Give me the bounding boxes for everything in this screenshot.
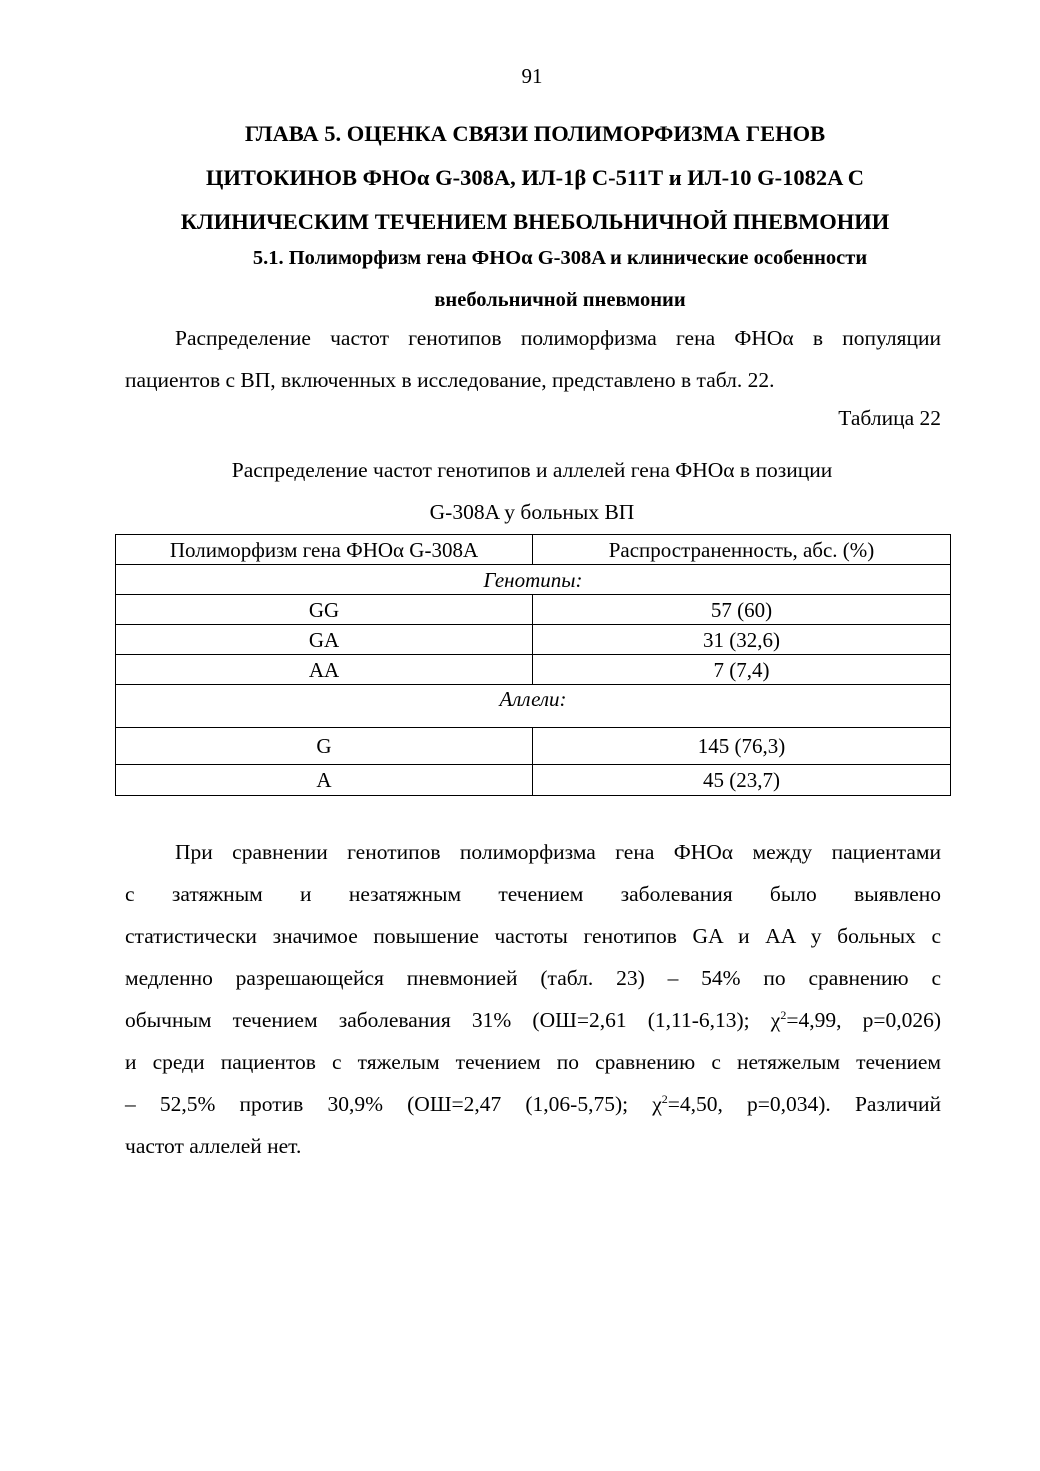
table-title: [0, 449, 1040, 533]
superscript: 2: [780, 1008, 787, 1022]
section-title-line: внебольничной пневмонии: [434, 289, 686, 311]
header-cell: Распространенность, абс. (%): [533, 535, 951, 565]
paragraph-line: Распределение частот генотипов полиморфизма гена ФНОα в популяции: [175, 326, 941, 350]
chapter-title-line: ГЛАВА 5. ОЦЕНКА СВЯЗИ ПОЛИМОРФИЗМА ГЕНОВ: [244, 121, 826, 146]
genotype-name: GG: [116, 595, 533, 625]
genotype-name: GA: [116, 625, 533, 655]
table-row: [116, 595, 951, 625]
paragraph-line: и среди пациентов с тяжелым течением по сравнению с нетяжелым течением: [125, 1050, 941, 1074]
alleles-label: Аллели:: [116, 685, 951, 728]
paragraph-line: частот аллелей нет.: [125, 1134, 302, 1158]
section-title: [150, 237, 970, 321]
table-section-row: [116, 685, 951, 728]
genotype-name: AA: [116, 655, 533, 685]
text-segment: =4,50, p=0,034). Различий: [667, 1092, 941, 1116]
paragraph-line: [125, 1083, 941, 1125]
table-title-line: G-308A у больных ВП: [429, 500, 635, 524]
genotype-value: 57 (60): [533, 595, 951, 625]
allele-value: 45 (23,7): [533, 765, 951, 796]
genotypes-label: Генотипы:: [116, 565, 951, 595]
intro-paragraph: [125, 317, 941, 401]
superscript: 2: [661, 1092, 668, 1106]
text-segment: =4,99, p=0,026): [786, 1008, 941, 1032]
genotype-value: 7 (7,4): [533, 655, 951, 685]
table-label: Таблица 22: [838, 406, 941, 430]
chapter-title-line: КЛИНИЧЕСКИМ ТЕЧЕНИЕМ ВНЕБОЛЬНИЧНОЙ ПНЕВМОНИИ: [180, 209, 890, 234]
allele-value: 145 (76,3): [533, 728, 951, 765]
genotype-table: [115, 534, 951, 796]
genotype-value: 31 (32,6): [533, 625, 951, 655]
chapter-title: [110, 112, 960, 244]
paragraph-line: с затяжным и незатяжным течением заболевания было выявлено: [125, 882, 941, 906]
text-segment: – 52,5% против 30,9% (ОШ=2,47 (1,06-5,75); χ: [125, 1092, 662, 1116]
paragraph-line: статистически значимое повышение частоты генотипов GA и AA у больных с: [125, 924, 941, 948]
allele-name: G: [116, 728, 533, 765]
paragraph-line: [125, 999, 941, 1041]
table-row: [116, 765, 951, 796]
table-header-row: [116, 535, 951, 565]
paragraph-line: При сравнении генотипов полиморфизма гена ФНОα между пациентами: [175, 840, 941, 864]
page-number: 91: [521, 64, 543, 88]
paragraph-line: медленно разрешающейся пневмонией (табл. 23) – 54% по сравнению с: [125, 966, 941, 990]
table-row: [116, 625, 951, 655]
header-cell: Полиморфизм гена ФНОα G-308A: [116, 535, 533, 565]
table-section-row: [116, 565, 951, 595]
table-row: [116, 728, 951, 765]
section-title-line: 5.1. Полиморфизм гена ФНОα G-308A и клинические особенности: [252, 247, 868, 269]
result-paragraph: [125, 831, 941, 1167]
paragraph-line: пациентов с ВП, включенных в исследование, представлено в табл. 22.: [125, 368, 775, 392]
table-row: [116, 655, 951, 685]
allele-name: A: [116, 765, 533, 796]
chapter-title-line: ЦИТОКИНОВ ФНОα G-308A, ИЛ-1β С-511Т и ИЛ-10 G-1082A С: [205, 165, 865, 190]
table-title-line: Распределение частот генотипов и аллелей гена ФНОα в позиции: [231, 458, 833, 482]
text-segment: обычным течением заболевания 31% (ОШ=2,61 (1,11-6,13); χ: [125, 1008, 781, 1032]
